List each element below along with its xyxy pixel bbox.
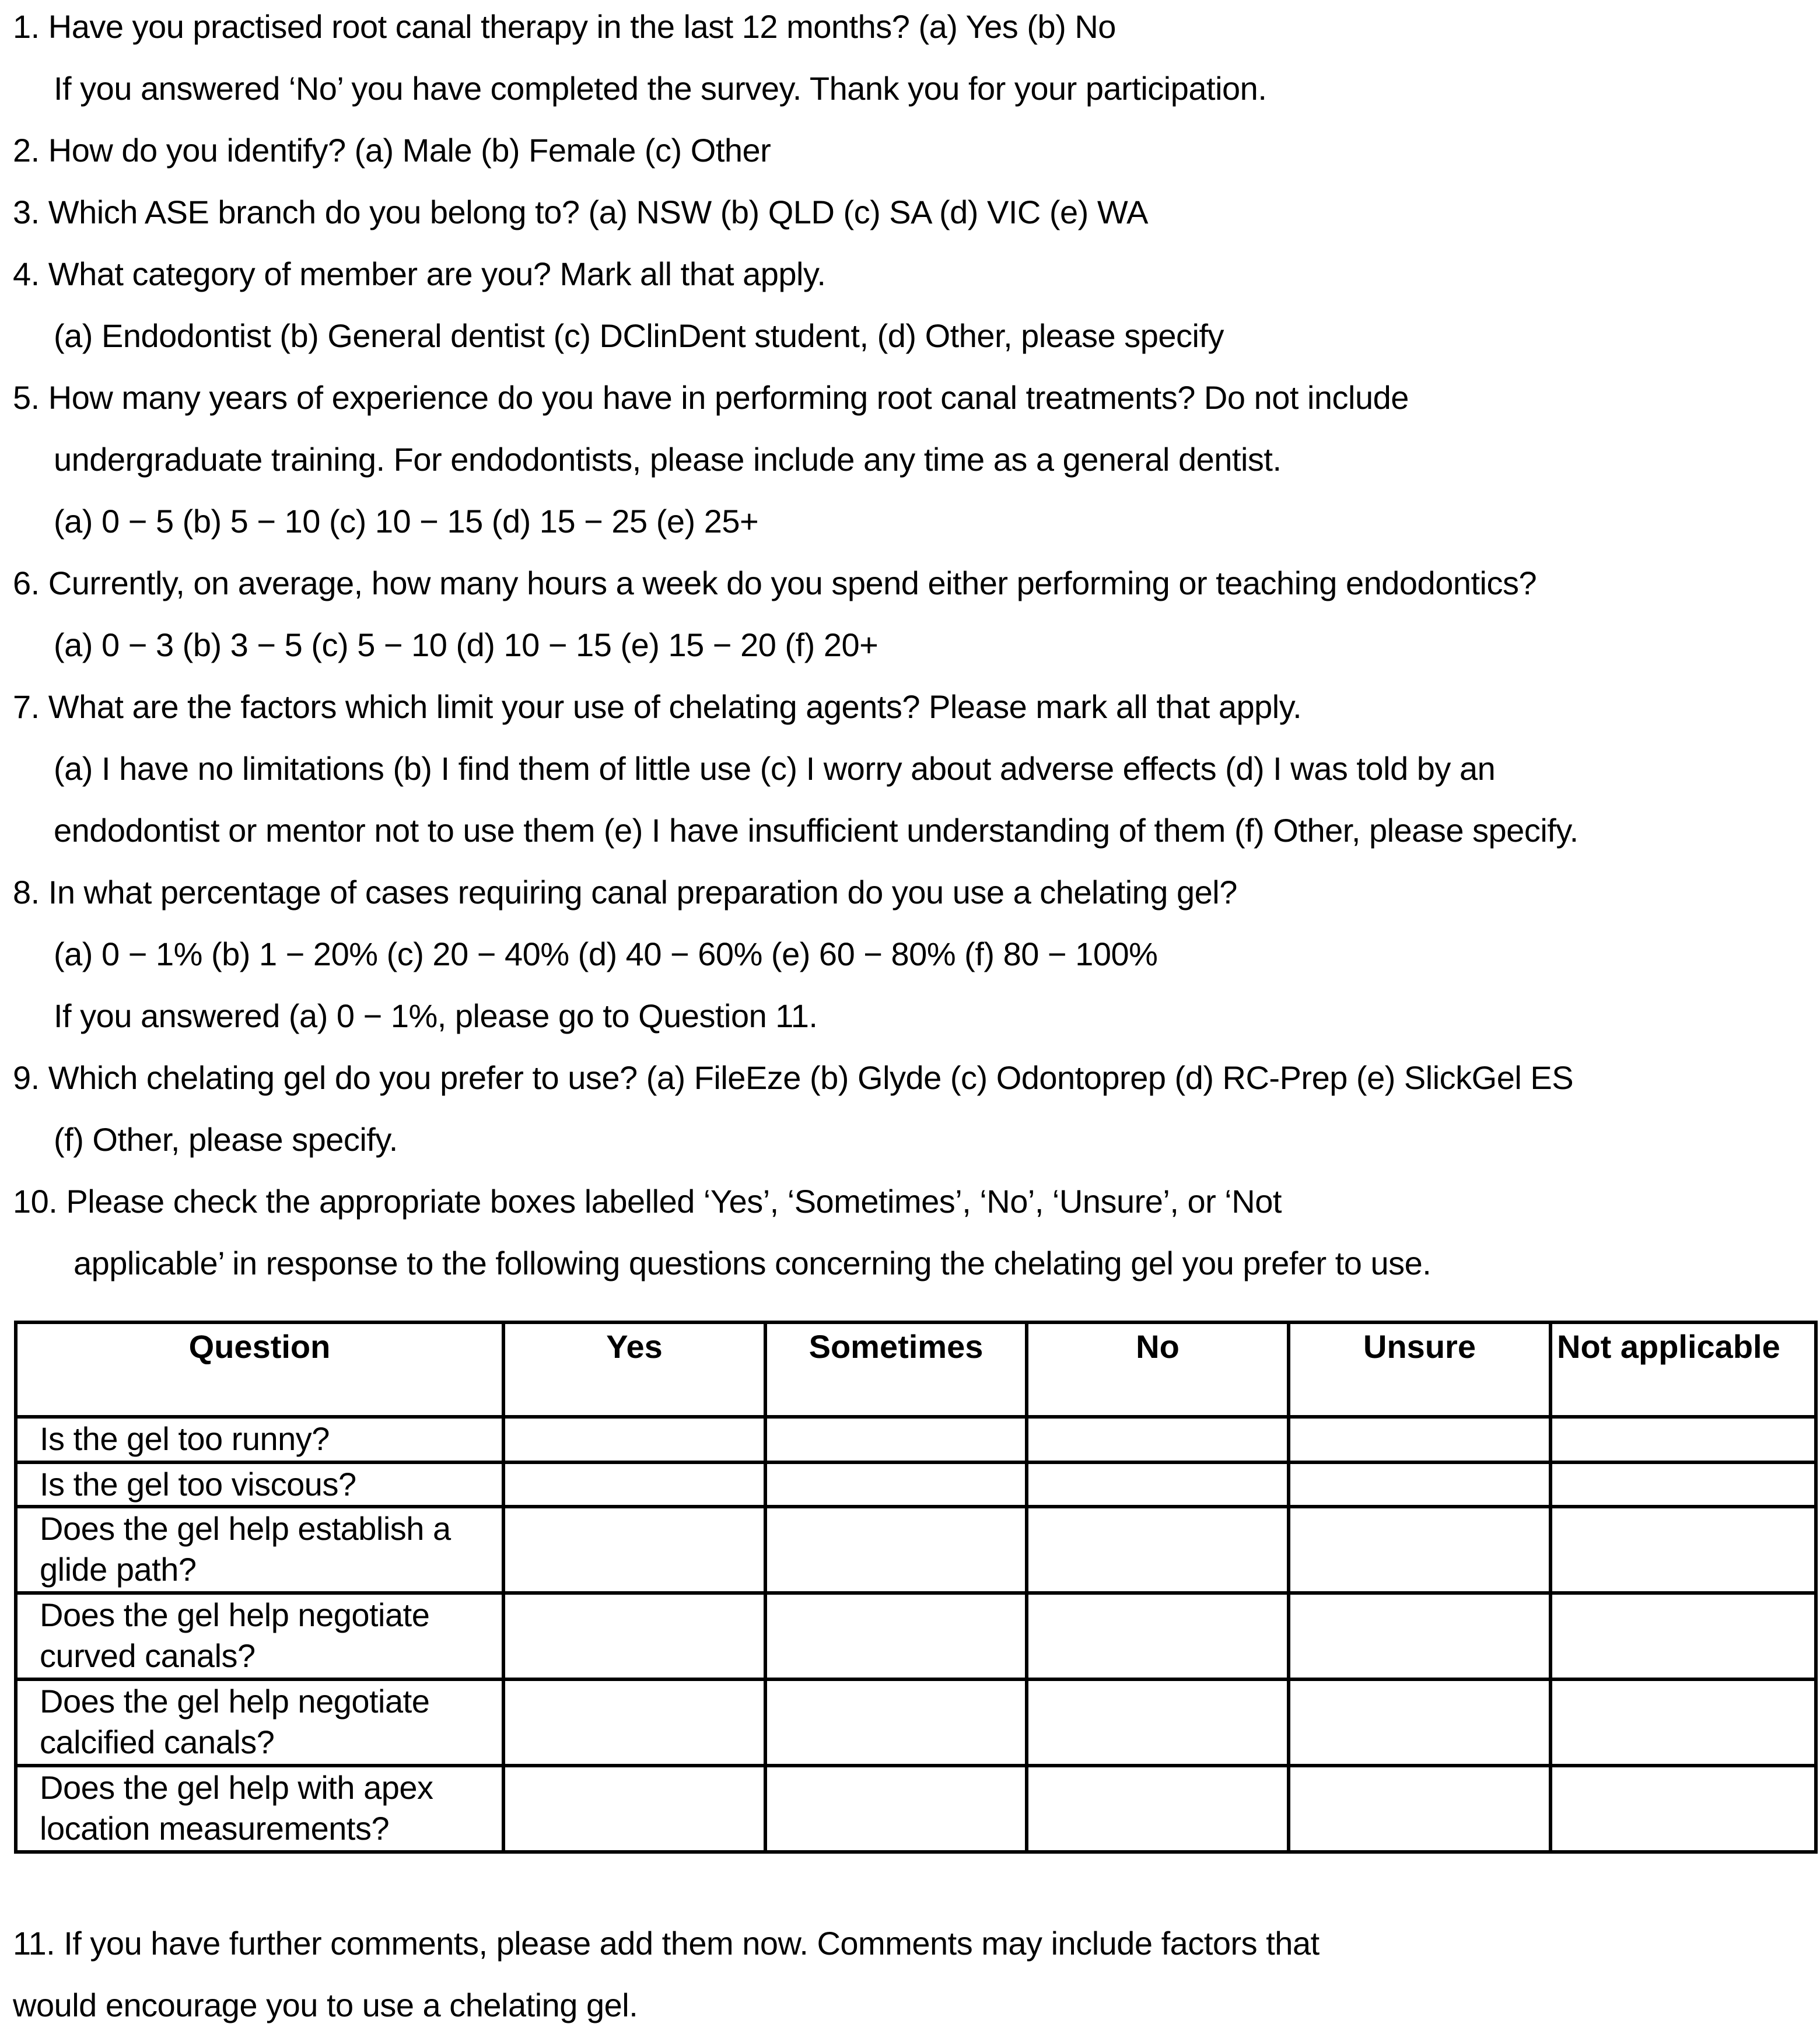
row-question: Is the gel too viscous? — [16, 1462, 503, 1507]
checkbox-no[interactable] — [1027, 1766, 1289, 1852]
row-question: Does the gel help establish a glide path? — [16, 1507, 503, 1593]
header-unsure: Unsure — [1289, 1322, 1550, 1417]
checkbox-no[interactable] — [1027, 1462, 1289, 1507]
checkbox-not-applicable[interactable] — [1550, 1679, 1816, 1766]
question-8-note: If you answered (a) 0 − 1%, please go to Question 11. — [54, 997, 818, 1034]
checkbox-yes[interactable] — [503, 1507, 765, 1593]
checkbox-sometimes[interactable] — [765, 1766, 1027, 1852]
row-question: Is the gel too runny? — [16, 1417, 503, 1462]
checkbox-sometimes[interactable] — [765, 1507, 1027, 1593]
question-5: 5. How many years of experience do you have in performing root canal treatments? Do not include — [13, 379, 1409, 416]
checkbox-yes[interactable] — [503, 1417, 765, 1462]
question-9: 9. Which chelating gel do you prefer to use? (a) FileEze (b) Glyde (c) Odontoprep (d) RC-Prep (e) SlickGel ES — [13, 1059, 1574, 1096]
checkbox-unsure[interactable] — [1289, 1462, 1550, 1507]
question-7-options-1: (a) I have no limitations (b) I find them of little use (c) I worry about adverse effects (d) I was told by an — [54, 750, 1496, 787]
checkbox-yes[interactable] — [503, 1462, 765, 1507]
question-10: 10. Please check the appropriate boxes labelled ‘Yes’, ‘Sometimes’, ‘No’, ‘Unsure’, or ‘Not — [13, 1183, 1282, 1220]
table-row — [16, 1593, 1816, 1679]
table-row — [16, 1679, 1816, 1766]
question-4: 4. What category of member are you? Mark all that apply. — [13, 255, 826, 292]
question-10-continued: applicable’ in response to the following questions concerning the chelating gel you prefer to use. — [74, 1245, 1432, 1281]
checkbox-sometimes[interactable] — [765, 1593, 1027, 1679]
table-row — [16, 1417, 1816, 1462]
table-row — [16, 1507, 1816, 1593]
checkbox-no[interactable] — [1027, 1417, 1289, 1462]
question-9-options: (f) Other, please specify. — [54, 1121, 398, 1158]
question-6: 6. Currently, on average, how many hours a week do you spend either performing or teaching endodontics? — [13, 565, 1537, 601]
checkbox-unsure[interactable] — [1289, 1679, 1550, 1766]
header-question: Question — [16, 1322, 503, 1417]
row-question: Does the gel help negotiate calcified canals? — [16, 1679, 503, 1766]
question-7: 7. What are the factors which limit your use of chelating agents? Please mark all that apply. — [13, 688, 1302, 725]
question-11: 11. If you have further comments, please add them now. Comments may include factors that — [13, 1925, 1320, 1962]
checkbox-no[interactable] — [1027, 1507, 1289, 1593]
checkbox-no[interactable] — [1027, 1679, 1289, 1766]
header-no: No — [1027, 1322, 1289, 1417]
row-question: Does the gel help with apex location measurements? — [16, 1766, 503, 1852]
header-sometimes: Sometimes — [765, 1322, 1027, 1417]
response-table — [14, 1321, 1818, 1854]
question-3: 3. Which ASE branch do you belong to? (a) NSW (b) QLD (c) SA (d) VIC (e) WA — [13, 194, 1149, 230]
table-row — [16, 1766, 1816, 1852]
checkbox-sometimes[interactable] — [765, 1417, 1027, 1462]
checkbox-unsure[interactable] — [1289, 1417, 1550, 1462]
question-5-options: (a) 0 − 5 (b) 5 − 10 (c) 10 − 15 (d) 15 − 25 (e) 25+ — [54, 503, 759, 540]
checkbox-not-applicable[interactable] — [1550, 1462, 1816, 1507]
checkbox-yes[interactable] — [503, 1679, 765, 1766]
checkbox-unsure[interactable] — [1289, 1507, 1550, 1593]
row-question: Does the gel help negotiate curved canals? — [16, 1593, 503, 1679]
question-1-note: If you answered ‘No’ you have completed the survey. Thank you for your participation. — [54, 70, 1267, 107]
question-7-options-2: endodontist or mentor not to use them (e) I have insufficient understanding of them (f) Other, please specify. — [54, 812, 1578, 849]
checkbox-unsure[interactable] — [1289, 1766, 1550, 1852]
header-yes: Yes — [503, 1322, 765, 1417]
header-not-applicable: Not applicable — [1550, 1322, 1816, 1417]
checkbox-yes[interactable] — [503, 1766, 765, 1852]
question-8: 8. In what percentage of cases requiring canal preparation do you use a chelating gel? — [13, 874, 1237, 911]
checkbox-sometimes[interactable] — [765, 1679, 1027, 1766]
question-8-options: (a) 0 − 1% (b) 1 − 20% (c) 20 − 40% (d) 40 − 60% (e) 60 − 80% (f) 80 − 100% — [54, 936, 1158, 972]
checkbox-not-applicable[interactable] — [1550, 1766, 1816, 1852]
question-5-continued: undergraduate training. For endodontists, please include any time as a general dentist. — [54, 441, 1282, 478]
checkbox-yes[interactable] — [503, 1593, 765, 1679]
checkbox-not-applicable[interactable] — [1550, 1593, 1816, 1679]
checkbox-sometimes[interactable] — [765, 1462, 1027, 1507]
question-11-continued: would encourage you to use a chelating gel. — [13, 1987, 638, 2023]
checkbox-unsure[interactable] — [1289, 1593, 1550, 1679]
checkbox-not-applicable[interactable] — [1550, 1507, 1816, 1593]
checkbox-not-applicable[interactable] — [1550, 1417, 1816, 1462]
question-6-options: (a) 0 − 3 (b) 3 − 5 (c) 5 − 10 (d) 10 − 15 (e) 15 − 20 (f) 20+ — [54, 626, 878, 663]
table-row — [16, 1462, 1816, 1507]
question-2: 2. How do you identify? (a) Male (b) Female (c) Other — [13, 132, 771, 169]
table-header-row — [16, 1322, 1816, 1417]
checkbox-no[interactable] — [1027, 1593, 1289, 1679]
question-1: 1. Have you practised root canal therapy in the last 12 months? (a) Yes (b) No — [13, 8, 1116, 45]
question-4-options: (a) Endodontist (b) General dentist (c) DClinDent student, (d) Other, please specify — [54, 317, 1224, 354]
